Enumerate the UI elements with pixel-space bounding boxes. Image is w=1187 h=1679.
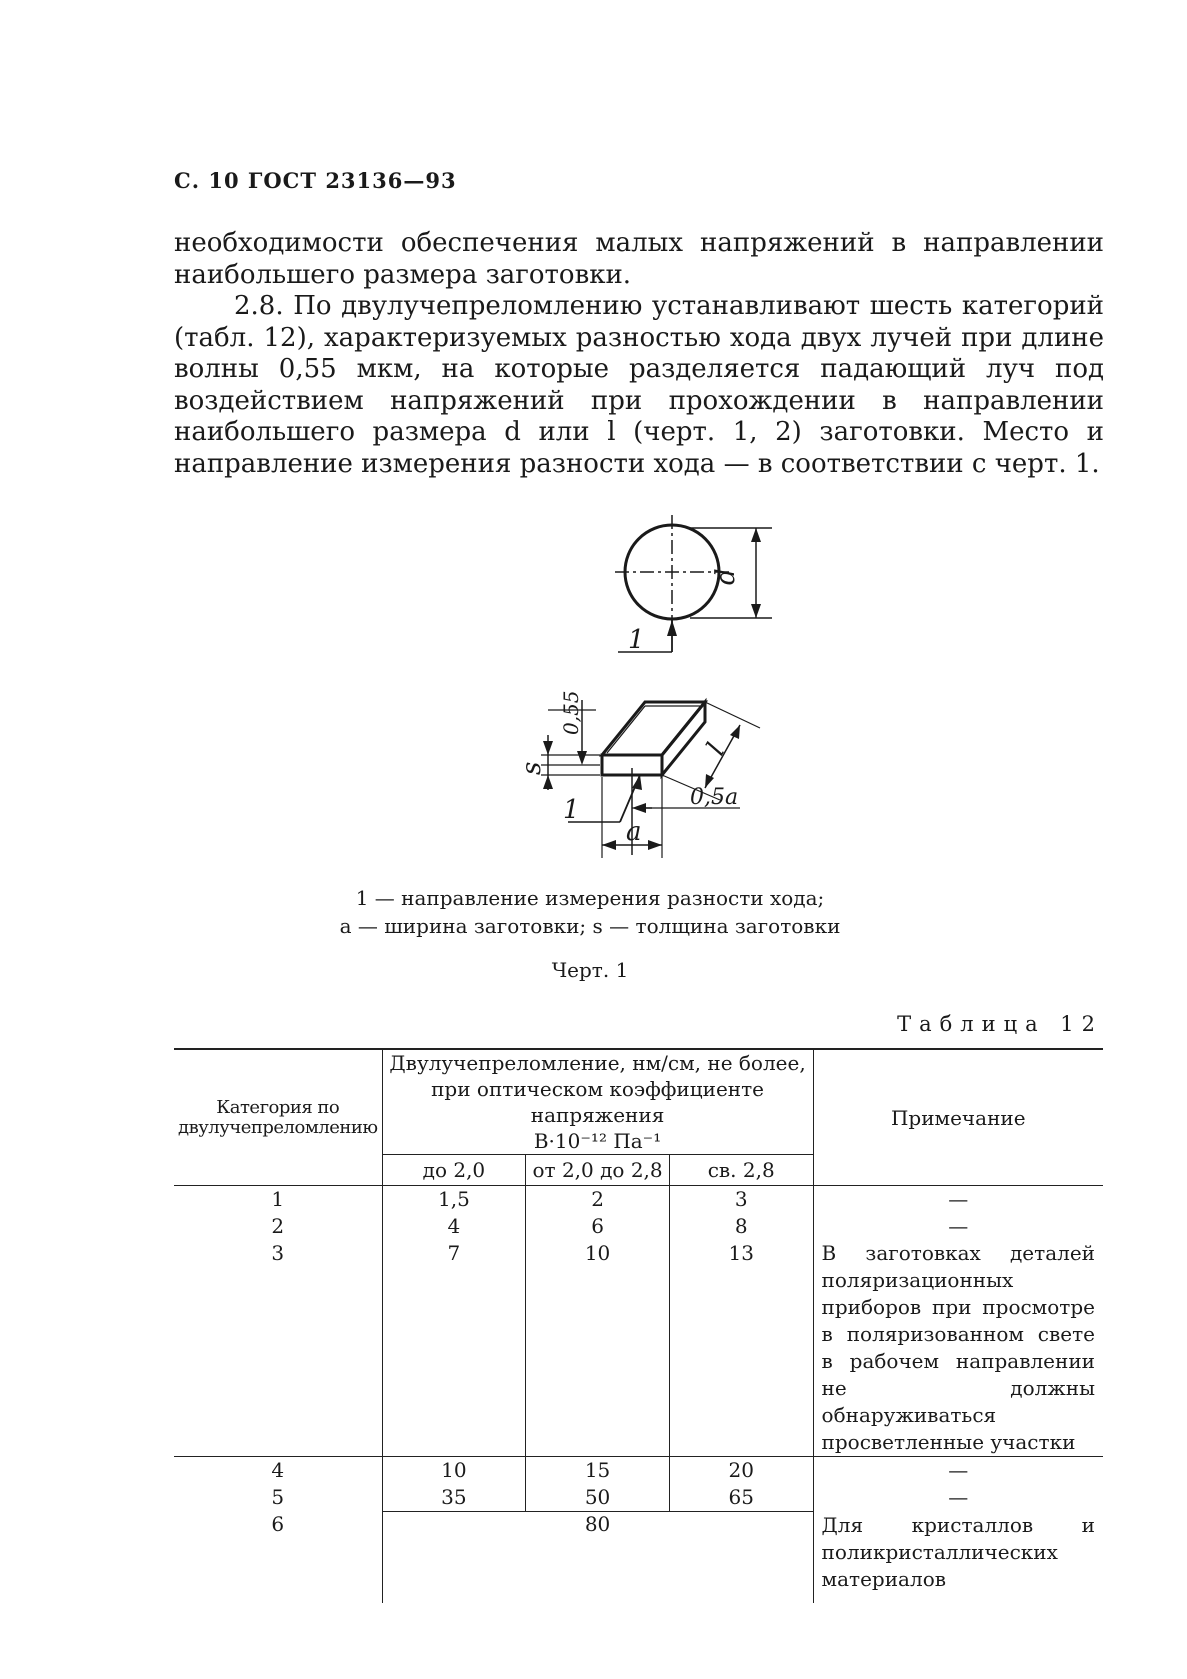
cell-col2 [526,1457,670,1512]
header-category: Категория по двулучепреломлению [174,1049,382,1186]
label-0-55: 0,55 [559,690,583,735]
table-label: Таблица 12 [897,1012,1103,1036]
paragraph-text: По двулучепреломлению устанавливают шесть категорий (табл. 12), характеризуемых разностью хода двух лучей при длине волны 0,55 мкм, на которые разделяется падающий луч под воздействием напряжений при прохождении в направлении наибольшего размера d или l (черт. 1, 2) заготовки. Место и направление измерения разности хода — в соответствии с черт. 1. [174,291,1104,479]
value: 3 [734,1187,748,1211]
block-side-face [662,702,705,775]
table-row-group-1-3 [174,1186,1103,1457]
label-a: a [626,817,642,847]
label-0-5a: 0,5a [690,785,739,810]
caption-line-1: 1 — направление измерения разности хода; [355,886,825,910]
block-top-face [602,702,705,755]
subheader-col1: до 2,0 [382,1155,526,1186]
note-crystals: Для кристаллов и поликристаллических материалов [821,1512,1095,1591]
label-1-block: 1 [563,795,580,825]
table-row-6 [174,1512,1103,1603]
figure-label: Черт. 1 [551,958,629,982]
value: 35 [441,1485,467,1509]
category-3: 3 [271,1241,285,1265]
table-row-group-4-5 [174,1457,1103,1512]
label-l: l [701,738,732,761]
note-polarization: В заготовках деталей поляризационных приборов при просмотре в поляризованном свете в рабочем направлении не должны обнаруживаться просветленные участки [821,1241,1095,1454]
cell-categories [174,1457,382,1512]
value: 13 [728,1241,754,1265]
paragraph-continuation: необходимости обеспечения малых напряжений в направлении наибольшего размера заготовки. [174,228,1104,290]
subheader-col3: св. 2,8 [669,1155,813,1186]
label-s: s [517,761,547,775]
header-birefringence-unit: В·10⁻¹² Па⁻¹ [533,1129,662,1153]
merged-value-80: 80 [382,1512,813,1603]
category-4: 4 [271,1458,285,1482]
cell-notes [813,1186,1103,1457]
label-1-circle: 1 [628,625,645,655]
label-d: d [711,568,741,585]
table-12 [174,1048,1103,1603]
header-birefringence-text: Двулучепреломление, нм/см, не более, при оптическом коэффициенте напряжения [389,1051,806,1127]
note-dash: — [948,1214,969,1238]
header-note: Примечание [813,1049,1103,1186]
value: 50 [584,1485,611,1509]
value: 4 [447,1214,461,1238]
value: 20 [728,1458,754,1482]
paragraph-number: 2.8. [234,291,284,321]
category-2: 2 [271,1214,285,1238]
cell-note-crystals [813,1512,1103,1603]
caption-line-2: a — ширина заготовки; s — толщина заготовки [339,914,841,938]
header-birefringence [382,1049,813,1155]
page-header: С. 10 ГОСТ 23136—93 [174,168,457,193]
cell-notes [813,1457,1103,1512]
category-1: 1 [271,1187,285,1211]
note-dash: — [948,1458,969,1482]
value: 15 [584,1458,611,1482]
value: 65 [728,1485,754,1509]
category-6: 6 [174,1512,382,1603]
subheader-col2: от 2,0 до 2,8 [526,1155,670,1186]
value: 6 [591,1214,604,1238]
value: 8 [734,1214,748,1238]
cell-categories [174,1186,382,1457]
category-5: 5 [271,1485,285,1509]
value: 7 [447,1241,461,1265]
value: 10 [441,1458,467,1482]
value: 2 [591,1187,604,1211]
note-dash: — [948,1485,969,1509]
cell-col3 [669,1186,813,1457]
value: 1,5 [438,1187,470,1211]
note-dash: — [948,1187,969,1211]
cell-col3 [669,1457,813,1512]
value: 10 [584,1241,611,1265]
cell-col1 [382,1186,526,1457]
cell-col1 [382,1457,526,1512]
cell-col2 [526,1186,670,1457]
